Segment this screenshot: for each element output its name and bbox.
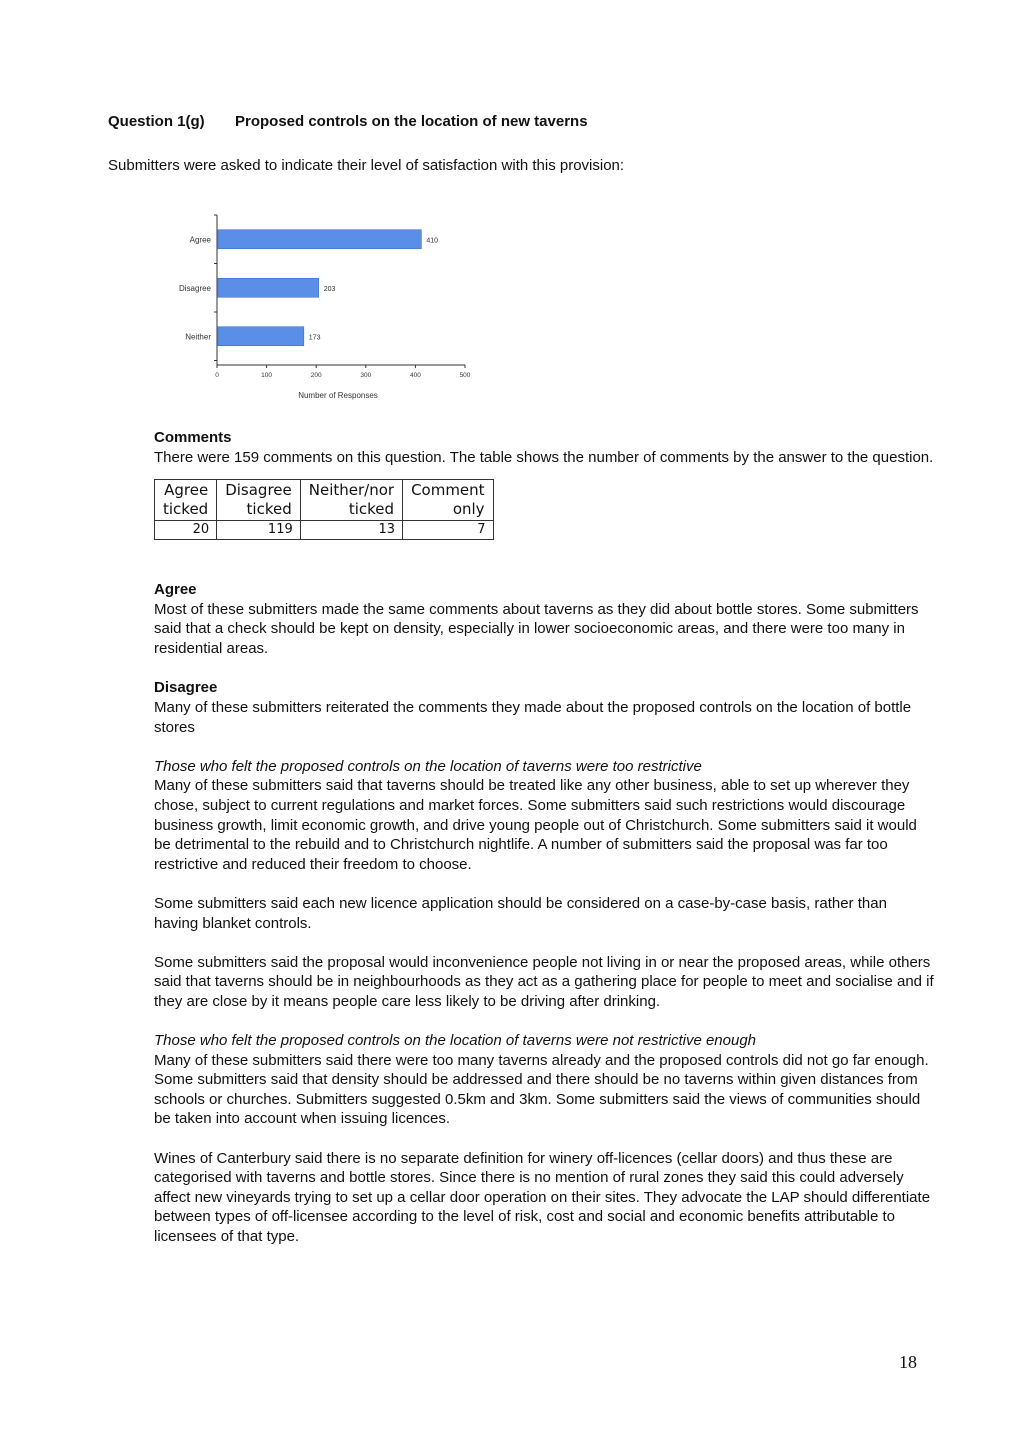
header-agree: Agree ticked [155,479,217,520]
question-heading [108,113,588,130]
not-restrictive-paragraph-1: Many of these submitters said there were too many taverns already and the proposed controls did not go far enough. Some submitters said that density should be addressed and there should be no taverns within given distances from schools or churches. Submitters suggested 0.5km and 3km. Some submitters said the views of communities should be taken into account when issuing licences. [154,1051,929,1128]
too-restrictive-subheading: Those who felt the proposed controls on the location of taverns were too restrictive [154,757,702,775]
comments-table-header-row [155,479,494,520]
comments-heading: Comments [154,429,232,446]
too-restrictive-paragraph-2: Some submitters said each new licence application should be considered on a case-by-case basis, rather than having blanket controls. [154,894,887,932]
x-tick-label: 100 [261,372,273,379]
bar-agree [218,230,421,249]
too-restrictive-paragraph-3: Some submitters said the proposal would inconvenience people not living in or near the proposed areas, while others said that taverns should be in neighbourhoods as they act as a gathering place for people to meet and socialise and if they are close by it means people care less likely to be driving after drinking. [154,953,934,1010]
disagree-text: Many of these submitters reiterated the comments they made about the proposed controls on the location of bottle stores [154,698,912,736]
category-label-agree: Agree [189,235,211,245]
value-agree: 20 [155,520,217,539]
x-tick-label: 500 [459,372,471,379]
bar-disagree [218,278,319,297]
x-tick-label: 200 [310,372,322,379]
header-disagree: Disagree ticked [217,479,301,520]
main-content [154,428,934,1247]
agree-heading: Agree [154,580,197,598]
page-number: 18 [899,1352,917,1372]
category-label-disagree: Disagree [178,283,211,293]
agree-text: Most of these submitters made the same comments about taverns as they did about bottle stores. Some submitters said that a check should be kept on density, especially in lower socioeconomic areas, and there were too many in residential areas. [154,600,919,657]
responses-bar-chart [160,205,490,405]
x-axis-label: Number of Responses [298,391,378,400]
not-restrictive-subheading: Those who felt the proposed controls on the location of taverns were not restrictive enough [154,1032,757,1050]
comments-text: There were 159 comments on this question. The table shows the number of comments by the answer to the question. [154,449,934,466]
data-label-disagree: 203 [323,285,336,293]
bar-neither [218,327,304,346]
x-tick-label: 300 [360,372,372,379]
data-label-agree: 410 [426,237,439,245]
intro-text: Submitters were asked to indicate their level of satisfaction with this provision: [108,157,625,174]
not-restrictive-paragraph-2: Wines of Canterbury said there is no separate definition for winery off-licences (cellar doors) and thus these are categorised with taverns and bottle stores. Since there is no mention of rural zones they said this could adversely affect new vineyards trying to set up a cellar door operation on their sites. They advocate the LAP should differentiate between types of off-licensee according to the level of risk, cost and social and economic benefits attributable to licensees of that type. [154,1149,931,1245]
comments-table-row [155,520,494,539]
question-title: Proposed controls on the location of new taverns [235,113,588,130]
comments-table [154,479,494,540]
category-label-neither: Neither [185,332,211,342]
value-neither: 13 [300,520,402,539]
header-neither: Neither/nor ticked [300,479,402,520]
value-disagree: 119 [217,520,301,539]
question-number: Question 1(g) [108,113,205,130]
disagree-heading: Disagree [154,678,218,696]
data-label-neither: 173 [308,334,321,342]
value-comment-only: 7 [403,520,494,539]
too-restrictive-paragraph-1: Many of these submitters said that taverns should be treated like any other business, able to set up wherever they chose, subject to current regulations and market forces. Some submitters said such restrictions would discourage business growth, limit economic growth, and drive young people out of Christchurch. Some submitters said it would be detrimental to the rebuild and to Christchurch nightlife. A number of submitters said the proposal was far too restrictive and reduced their freedom to choose. [154,777,917,873]
x-tick-label: 0 [215,372,219,379]
x-tick-label: 400 [409,372,421,379]
header-comment-only: Comment only [403,479,494,520]
